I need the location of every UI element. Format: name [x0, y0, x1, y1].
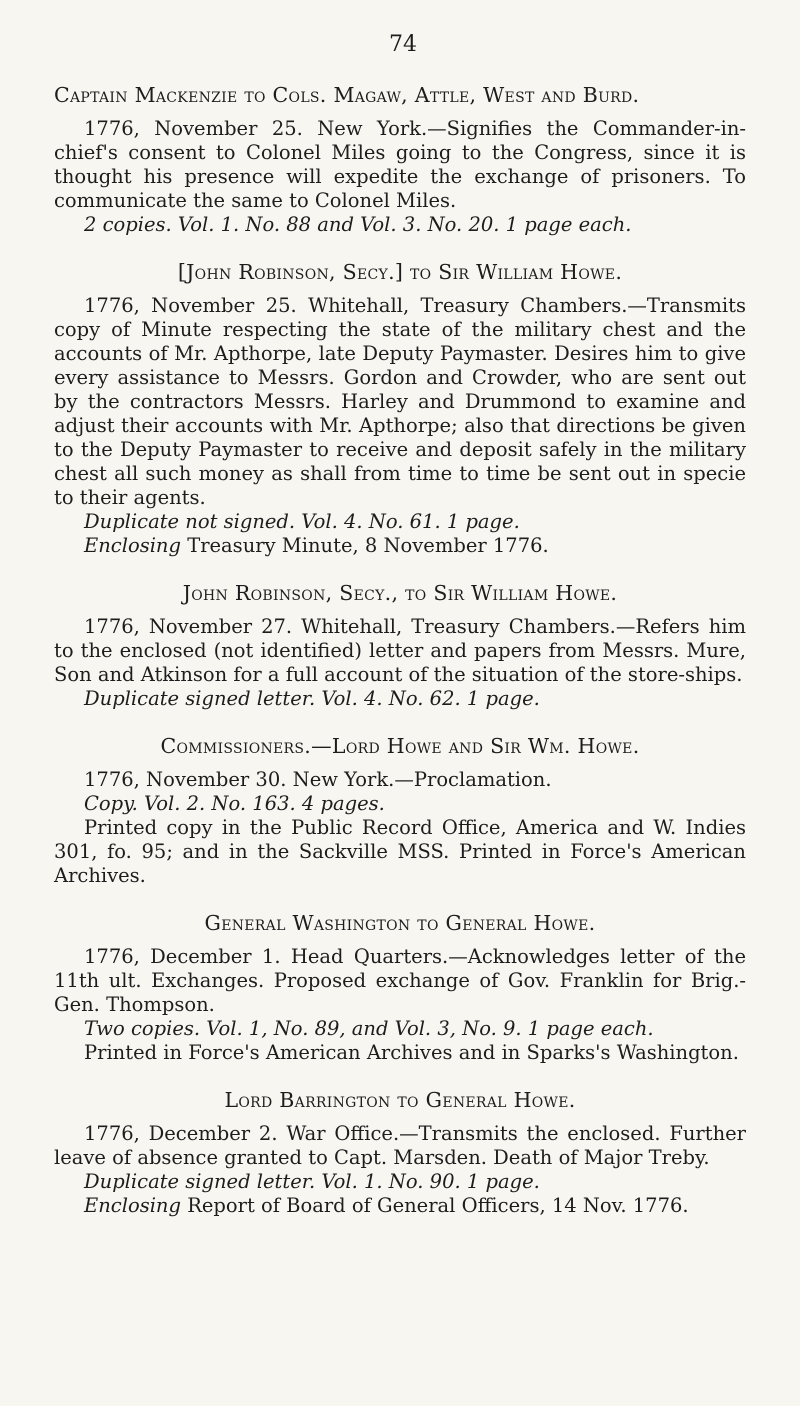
entry-citation: Duplicate signed letter. Vol. 4. No. 62. 1 page. [84, 687, 540, 710]
entry-note: Printed copy in the Public Record Office, America and W. Indies 301, fo. 95; and in the Sackville MSS. Printed in Force's American Archives. [54, 816, 746, 887]
entry-citation: Duplicate signed letter. Vol. 1. No. 90. 1 page. [84, 1170, 540, 1193]
entry-note: Printed in Force's American Archives and in Sparks's Washington. [84, 1041, 739, 1064]
enclosing-text: Treasury Minute, 8 November 1776. [187, 534, 549, 557]
enclosing-label: Enclosing [84, 1194, 181, 1217]
entry-heading: Captain Mackenzie to Cols. Magaw, Attle, West and Burd. [54, 83, 640, 107]
entry-heading: [John Robinson, Secy.] to Sir William Howe. [177, 260, 623, 284]
calendar-entry [54, 580, 746, 711]
entry-body: 1776, December 2. War Office.—Transmits the enclosed. Further leave of absence granted to Capt. Marsden. Death of Major Treby. [54, 1122, 746, 1169]
entry-citation: 2 copies. Vol. 1. No. 88 and Vol. 3. No. 20. 1 page each. [84, 213, 632, 236]
calendar-entry [54, 82, 746, 237]
entry-body: 1776, November 30. New York.—Proclamation. [84, 768, 552, 791]
entry-heading: Commissioners.—Lord Howe and Sir Wm. Howe. [160, 734, 640, 758]
document-page [54, 32, 746, 1240]
enclosing-label: Enclosing [84, 534, 181, 557]
entry-body: 1776, November 25. Whitehall, Treasury Chambers.—Transmits copy of Minute respecting the state of the military chest and the accounts of Mr. Apthorpe, late Deputy Paymaster. Desires him to give every assistance to Messrs. Gordon and Crowder, who are sent out by the contractors Messrs. Harley and Drummond to examine and adjust their accounts with Mr. Apthorpe; also that directions be given to the Deputy Paymaster to receive and deposit safely in the military chest all such money as shall from time to time be sent out in specie to their agents. [54, 294, 746, 509]
calendar-entry [54, 259, 746, 558]
entry-body: 1776, November 27. Whitehall, Treasury Chambers.—Refers him to the enclosed (not identified) letter and papers from Messrs. Mure, Son and Atkinson for a full account of the situation of the store-ships. [54, 615, 746, 686]
calendar-entry [54, 1087, 746, 1218]
enclosing-text: Report of Board of General Officers, 14 Nov. 1776. [187, 1194, 689, 1217]
entry-body: 1776, November 25. New York.—Signifies the Commander-in-chief's consent to Colonel Miles going to the Congress, since it is thought his presence will expedite the exchange of prisoners. To communicate the same to Colonel Miles. [54, 117, 746, 212]
entry-citation: Copy. Vol. 2. No. 163. 4 pages. [84, 792, 385, 815]
entry-enclosure [54, 534, 746, 558]
entry-enclosure [54, 1194, 746, 1218]
calendar-entry [54, 910, 746, 1065]
calendar-entry [54, 733, 746, 888]
entry-citation: Two copies. Vol. 1, No. 89, and Vol. 3, No. 9. 1 page each. [84, 1017, 654, 1040]
entry-heading: Lord Barrington to General Howe. [224, 1088, 576, 1112]
entry-body: 1776, December 1. Head Quarters.—Acknowledges letter of the 11th ult. Exchanges. Proposed exchange of Gov. Franklin for Brig.-Gen. Thompson. [54, 945, 746, 1016]
entry-heading: John Robinson, Secy., to Sir William Howe. [182, 581, 618, 605]
entry-heading: General Washington to General Howe. [204, 911, 596, 935]
page-number: 74 [389, 32, 417, 57]
entry-citation: Duplicate not signed. Vol. 4. No. 61. 1 page. [84, 510, 520, 533]
